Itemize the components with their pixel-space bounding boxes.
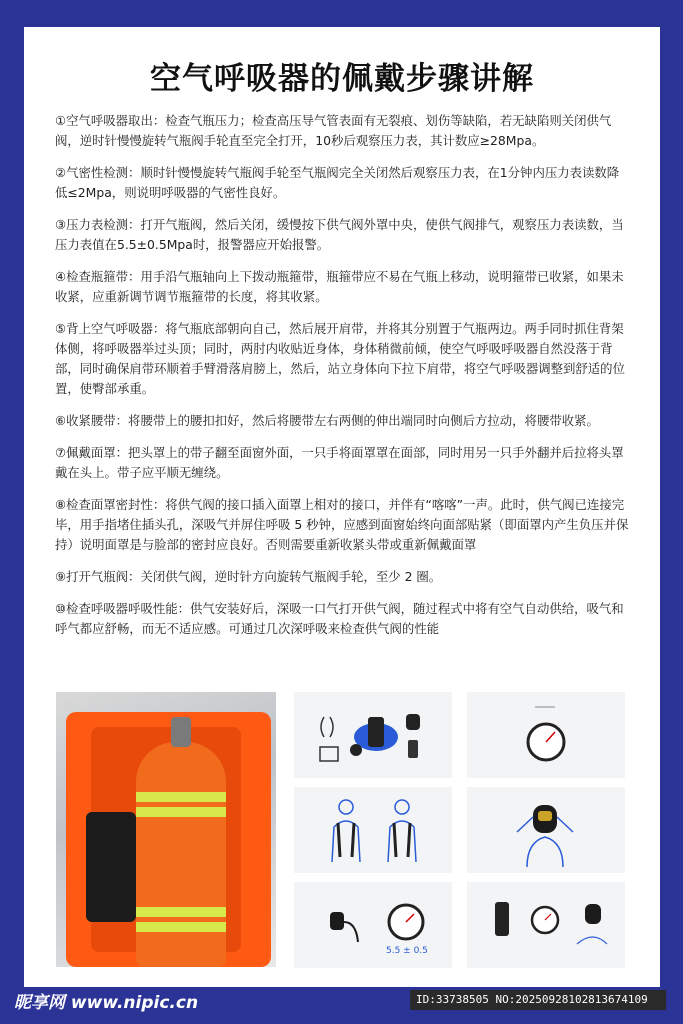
cylinder-valve <box>171 717 191 747</box>
step-2: ②气密性检测：顺时针慢慢旋转气瓶阀手轮至气瓶阀完全关闭然后观察压力表，在1分钟内压力表读数降低≤2Mpa，则说明呼吸器的气密性良好。 <box>55 165 620 200</box>
reflective-band <box>136 922 226 932</box>
image-id-watermark: ID:33738505 NO:20250928102813674109 <box>410 990 666 1010</box>
step-7: ⑦佩戴面罩：把头罩上的带子翻至面窗外面，一只手将面罩罩在面部，同时用另一只手外翻并后拉将头罩戴在头上。带子应平顺无缠绕。 <box>55 445 624 480</box>
page-title: 空气呼吸器的佩戴步骤讲解 <box>150 61 534 97</box>
gauge-check-illustration <box>467 692 625 778</box>
full-check-illustration <box>467 882 625 968</box>
step-8: ⑧检查面罩密封性：将供气阀的接口插入面罩上相对的接口，并伴有“喀喀”一声。此时，供气阀已连接完毕，用手指堵住插头孔，深吸气并屏住呼吸 5 秒钟，应感到面窗始终向面部贴紧（即面罩内产生负压并保持）说明面罩是与脸部的密封应良好。否则需要重新收紧头带或重新佩戴面罩 <box>55 497 629 552</box>
harness-strap <box>86 812 136 922</box>
steps-list <box>55 111 631 651</box>
reflective-band <box>136 907 226 917</box>
step-1: ①空气呼吸器取出：检查气瓶压力；检查高压导气管表面有无裂痕、划伤等缺陷，若无缺陷则关闭供气阀，逆时针慢慢旋转气瓶阀手轮直至完全打开，10秒后观察压力表，其计数应≥28Mpa。 <box>55 113 612 148</box>
step-5: ⑤背上空气呼吸器：将气瓶底部朝向自己，然后展开肩带，并将其分别置于气瓶两边。两手同时抓住背架体侧，将呼吸器举过头顶；同时，两肘内收贴近身体，身体稍微前倾，使空气呼吸呼吸器自然没落于背部，同时确保肩带环顺着手臂滑落肩膀上，然后，站立身体向下拉下肩带，将空气呼吸器调整到舒适的位置，使臀部承重。 <box>55 321 625 396</box>
breathing-apparatus-photo <box>56 692 276 967</box>
reflective-band <box>136 807 226 817</box>
step-10: ⑩检查呼吸器呼吸性能：供气安装好后，深吸一口气打开供气阀，随过程式中将有空气自动供给，吸气和呼气都应舒畅，而无不适应感。可通过几次深呼吸来检查供气阀的性能 <box>55 601 624 636</box>
harness-wearing-illustration <box>294 787 452 873</box>
step-9: ⑨打开气瓶阀：关闭供气阀，逆时针方向旋转气瓶阀手轮，至少 2 圈。 <box>55 569 442 584</box>
step-3: ③压力表检测：打开气瓶阀，然后关闭，缓慢按下供气阀外罩中央，使供气阀排气，观察压力表读数，当压力表值在5.5±0.5Mpa时，报警器应开始报警。 <box>55 217 624 252</box>
gauge-range-label: 5.5 ± 0.5 <box>386 946 428 956</box>
pressure-gauge-illustration <box>294 882 452 968</box>
mask-wearing-illustration <box>467 787 625 873</box>
step-6: ⑥收紧腰带：将腰带上的腰扣扣好，然后将腰带左右两侧的伸出端同时向侧后方拉动，将腰带收紧。 <box>55 413 599 428</box>
components-illustration <box>294 692 452 778</box>
site-watermark: 昵享网 www.nipic.cn <box>14 993 199 1013</box>
reflective-band <box>136 792 226 802</box>
step-4: ④检查瓶箍带：用手沿气瓶轴向上下拨动瓶箍带，瓶箍带应不易在气瓶上移动，说明箍带已收紧，如果未收紧，应重新调节调节瓶箍带的长度，将其收紧。 <box>55 269 624 304</box>
air-cylinder <box>136 742 226 967</box>
poster-sheet <box>24 27 660 987</box>
